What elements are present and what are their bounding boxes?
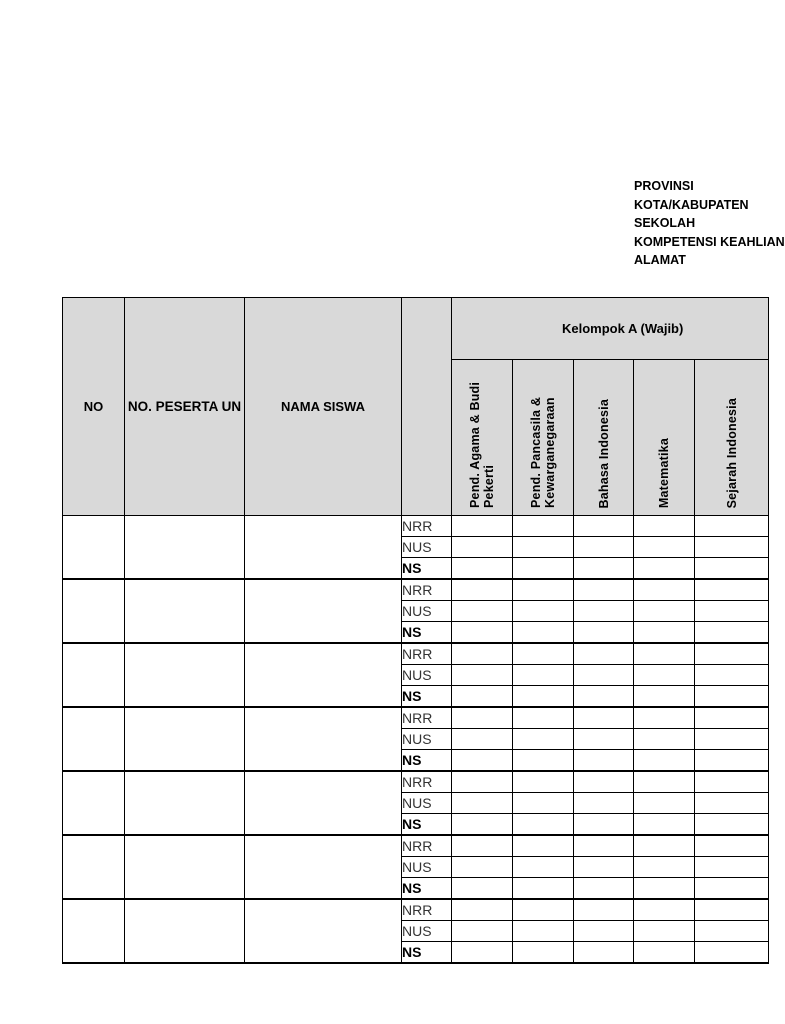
score-cell[interactable] [513, 835, 574, 857]
score-cell[interactable] [695, 516, 769, 537]
score-cell[interactable] [452, 622, 513, 644]
row-type-label: NRR [402, 707, 452, 729]
score-cell[interactable] [513, 729, 574, 750]
score-cell[interactable] [452, 835, 513, 857]
student-peserta-cell[interactable] [125, 899, 245, 963]
score-cell[interactable] [574, 771, 634, 793]
score-cell[interactable] [634, 622, 695, 644]
score-cell[interactable] [574, 814, 634, 836]
score-cell[interactable] [513, 899, 574, 921]
subject-header-bindo: Bahasa Indonesia [574, 360, 634, 516]
score-cell[interactable] [452, 793, 513, 814]
student-peserta-cell[interactable] [125, 516, 245, 580]
score-cell[interactable] [634, 686, 695, 708]
score-cell[interactable] [574, 665, 634, 686]
row-type-label: NRR [402, 835, 452, 857]
score-cell[interactable] [574, 729, 634, 750]
score-cell[interactable] [574, 707, 634, 729]
score-cell[interactable] [634, 601, 695, 622]
col-header-type [402, 298, 452, 516]
score-cell[interactable] [452, 643, 513, 665]
row-type-label: NRR [402, 899, 452, 921]
grade-sheet [62, 297, 739, 960]
student-no-cell[interactable] [63, 707, 125, 771]
student-no-cell[interactable] [63, 643, 125, 707]
group-header-kelompok-a: Kelompok A (Wajib) [452, 298, 769, 360]
student-no-cell[interactable] [63, 899, 125, 963]
school-info-block [634, 177, 785, 270]
row-type-label: NUS [402, 729, 452, 750]
score-cell[interactable] [634, 793, 695, 814]
student-no-cell[interactable] [63, 579, 125, 643]
student-nama-cell[interactable] [245, 771, 402, 835]
row-type-label: NS [402, 814, 452, 836]
row-type-label: NRR [402, 579, 452, 601]
row-type-label: NUS [402, 921, 452, 942]
row-type-label: NUS [402, 793, 452, 814]
score-cell[interactable] [695, 686, 769, 708]
score-cell[interactable] [695, 750, 769, 772]
student-peserta-cell[interactable] [125, 771, 245, 835]
table-row [63, 516, 769, 537]
score-cell[interactable] [574, 579, 634, 601]
score-cell[interactable] [452, 750, 513, 772]
score-cell[interactable] [634, 537, 695, 558]
score-cell[interactable] [513, 601, 574, 622]
subject-header-matematika: Matematika [634, 360, 695, 516]
col-header-nama: NAMA SISWA [245, 298, 402, 516]
score-cell[interactable] [513, 686, 574, 708]
score-cell[interactable] [513, 707, 574, 729]
student-peserta-cell[interactable] [125, 707, 245, 771]
score-cell[interactable] [452, 558, 513, 580]
score-cell[interactable] [634, 707, 695, 729]
score-cell[interactable] [695, 878, 769, 900]
info-provinsi: PROVINSI [634, 179, 694, 193]
student-nama-cell[interactable] [245, 707, 402, 771]
score-cell[interactable] [452, 516, 513, 537]
score-cell[interactable] [634, 665, 695, 686]
score-cell[interactable] [513, 643, 574, 665]
score-cell[interactable] [513, 516, 574, 537]
score-cell[interactable] [574, 942, 634, 964]
score-cell[interactable] [513, 622, 574, 644]
student-no-cell[interactable] [63, 516, 125, 580]
score-cell[interactable] [452, 899, 513, 921]
table-row [63, 771, 769, 793]
score-cell[interactable] [695, 814, 769, 836]
score-cell[interactable] [634, 814, 695, 836]
row-type-label: NUS [402, 857, 452, 878]
student-nama-cell[interactable] [245, 516, 402, 580]
score-cell[interactable] [695, 942, 769, 964]
score-cell[interactable] [513, 558, 574, 580]
score-cell[interactable] [513, 921, 574, 942]
student-peserta-cell[interactable] [125, 835, 245, 899]
score-cell[interactable] [695, 601, 769, 622]
info-kompetensi: KOMPETENSI KEAHLIAN [634, 234, 785, 249]
score-cell[interactable] [513, 942, 574, 964]
row-type-label: NS [402, 750, 452, 772]
score-cell[interactable] [574, 835, 634, 857]
score-cell[interactable] [574, 857, 634, 878]
score-cell[interactable] [574, 686, 634, 708]
score-cell[interactable] [695, 729, 769, 750]
score-cell[interactable] [452, 942, 513, 964]
score-cell[interactable] [634, 516, 695, 537]
score-cell[interactable] [634, 643, 695, 665]
grade-table [62, 297, 769, 964]
score-cell[interactable] [513, 857, 574, 878]
score-cell[interactable] [452, 686, 513, 708]
score-cell[interactable] [695, 771, 769, 793]
row-type-label: NUS [402, 601, 452, 622]
score-cell[interactable] [634, 857, 695, 878]
score-cell[interactable] [574, 516, 634, 537]
score-cell[interactable] [634, 558, 695, 580]
subject-header-pkn: Pend. Pancasila & Kewarganegaraan [513, 360, 574, 516]
score-cell[interactable] [695, 793, 769, 814]
score-cell[interactable] [452, 707, 513, 729]
score-cell[interactable] [513, 793, 574, 814]
score-cell[interactable] [513, 537, 574, 558]
row-type-label: NS [402, 686, 452, 708]
score-cell[interactable] [452, 579, 513, 601]
score-cell[interactable] [634, 942, 695, 964]
info-kota: KOTA/KABUPATEN [634, 197, 749, 212]
score-cell[interactable] [695, 857, 769, 878]
score-cell[interactable] [695, 579, 769, 601]
table-row [63, 707, 769, 729]
score-cell[interactable] [574, 622, 634, 644]
score-cell[interactable] [695, 707, 769, 729]
col-header-no: NO [63, 298, 125, 516]
score-cell[interactable] [695, 643, 769, 665]
subject-header-sejarah: Sejarah Indonesia [695, 360, 769, 516]
score-cell[interactable] [452, 857, 513, 878]
score-cell[interactable] [574, 537, 634, 558]
score-cell[interactable] [695, 622, 769, 644]
info-sekolah: SEKOLAH [634, 216, 696, 230]
score-cell[interactable] [452, 771, 513, 793]
student-no-cell[interactable] [63, 835, 125, 899]
table-row [63, 643, 769, 665]
score-cell[interactable] [634, 878, 695, 900]
score-cell[interactable] [452, 814, 513, 836]
score-cell[interactable] [634, 579, 695, 601]
score-cell[interactable] [452, 729, 513, 750]
row-type-label: NS [402, 942, 452, 964]
table-row [63, 899, 769, 921]
score-cell[interactable] [695, 921, 769, 942]
info-alamat: ALAMAT [634, 253, 686, 267]
score-cell[interactable] [513, 665, 574, 686]
col-header-peserta: NO. PESERTA UN [125, 298, 245, 516]
score-cell[interactable] [574, 793, 634, 814]
score-cell[interactable] [513, 771, 574, 793]
row-type-label: NUS [402, 537, 452, 558]
student-nama-cell[interactable] [245, 899, 402, 963]
table-row [63, 579, 769, 601]
score-cell[interactable] [634, 899, 695, 921]
row-type-label: NUS [402, 665, 452, 686]
student-nama-cell[interactable] [245, 579, 402, 643]
row-type-label: NS [402, 878, 452, 900]
score-cell[interactable] [634, 835, 695, 857]
score-cell[interactable] [574, 899, 634, 921]
student-nama-cell[interactable] [245, 643, 402, 707]
row-type-label: NS [402, 558, 452, 580]
score-cell[interactable] [513, 750, 574, 772]
score-cell[interactable] [695, 558, 769, 580]
score-cell[interactable] [513, 579, 574, 601]
student-no-cell[interactable] [63, 771, 125, 835]
score-cell[interactable] [634, 921, 695, 942]
score-cell[interactable] [634, 771, 695, 793]
score-cell[interactable] [574, 601, 634, 622]
row-type-label: NS [402, 622, 452, 644]
table-row [63, 835, 769, 857]
score-cell[interactable] [634, 729, 695, 750]
score-cell[interactable] [574, 558, 634, 580]
score-cell[interactable] [513, 814, 574, 836]
student-peserta-cell[interactable] [125, 579, 245, 643]
score-cell[interactable] [695, 537, 769, 558]
score-cell[interactable] [574, 750, 634, 772]
row-type-label: NRR [402, 771, 452, 793]
score-cell[interactable] [695, 899, 769, 921]
score-cell[interactable] [695, 665, 769, 686]
subject-header-agama: Pend. Agama & Budi Pekerti [452, 360, 513, 516]
score-cell[interactable] [452, 601, 513, 622]
row-type-label: NRR [402, 643, 452, 665]
score-cell[interactable] [513, 878, 574, 900]
score-cell[interactable] [634, 750, 695, 772]
score-cell[interactable] [695, 835, 769, 857]
score-cell[interactable] [452, 665, 513, 686]
student-peserta-cell[interactable] [125, 643, 245, 707]
score-cell[interactable] [574, 643, 634, 665]
score-cell[interactable] [574, 878, 634, 900]
score-cell[interactable] [452, 921, 513, 942]
student-nama-cell[interactable] [245, 835, 402, 899]
row-type-label: NRR [402, 516, 452, 537]
score-cell[interactable] [452, 537, 513, 558]
score-cell[interactable] [574, 921, 634, 942]
score-cell[interactable] [452, 878, 513, 900]
